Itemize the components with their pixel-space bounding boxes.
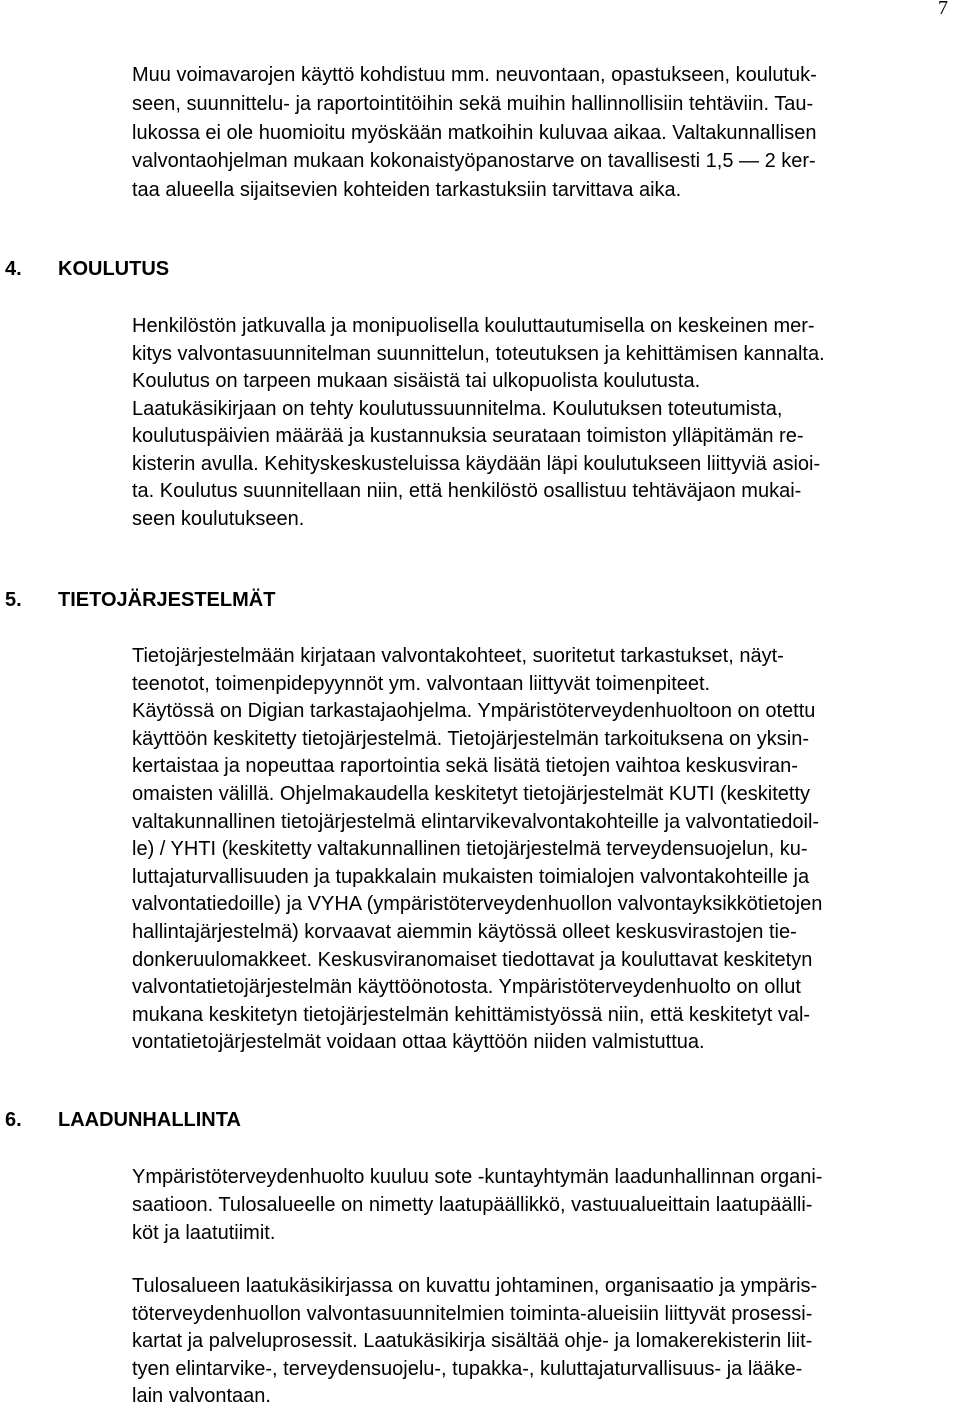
text-line: luttajaturvallisuuden ja tupakkalain mukaisten toimialojen valvontakohteille ja [132, 865, 810, 888]
section-5-title: TIETOJÄRJESTELMÄT [58, 589, 276, 611]
section-5-number: 5. [5, 589, 22, 611]
text-line: Koulutus on tarpeen mukaan sisäistä tai ulkopuolista koulutusta. [132, 370, 701, 392]
text-line: mukana keskitetyn tietojärjestelmän kehittämistyössä niin, että keskitetyt val- [132, 1003, 811, 1026]
text-line: saatioon. Tulosalueelle on nimetty laatupäällikkö, vastuualueittain laatupäälli- [132, 1194, 813, 1216]
text-line: kitys valvontasuunnitelman suunnittelun, toteutuksen ja kehittämisen kannalta. [132, 342, 825, 365]
text-line: seen, suunnittelu- ja raportointitöihin sekä muihin hallinnollisiin tehtäviin. Tau- [132, 92, 814, 115]
text-line: vontatietojärjestelmät voidaan ottaa käyttöön niiden valmistuttua. [132, 1031, 705, 1054]
text-line: ta. Koulutus suunnitellaan niin, että henkilöstö osallistuu tehtäväjaon mukai- [132, 480, 802, 502]
text-line: Laatukäsikirjaan on tehty koulutussuunnitelma. Koulutuksen toteutumista, [132, 397, 783, 420]
text-line: kisterin avulla. Kehityskeskusteluissa käydään läpi koulutukseen liittyviä asioi- [132, 452, 821, 475]
text-line: valvontaohjelman mukaan kokonaistyöpanostarve on tavallisesti 1,5 ― 2 ker- [132, 150, 816, 173]
section-4-number: 4. [5, 258, 22, 280]
text-line: lain valvontaan. [132, 1385, 271, 1407]
text-line: käyttöön keskitetty tietojärjestelmä. Tietojärjestelmän tarkoituksena on yksin- [132, 727, 809, 750]
section-4-title: KOULUTUS [58, 258, 170, 280]
text-line: valvontatiedoille) ja VYHA (ympäristöterveydenhuollon valvontayksikkötietojen [132, 893, 823, 916]
section-6-paragraph-1 [132, 1163, 960, 1247]
text-line: hallintajärjestelmä) korvaavat aiemmin käytössä olleet keskusvirastojen tie- [132, 920, 797, 943]
text-line: tyen elintarvike-, terveydensuojelu-, tupakka-, kuluttajaturvallisuus- ja lääke- [132, 1357, 803, 1380]
text-line: kertaistaa ja nopeuttaa raportointia sekä lisätä tietojen vaihtoa keskusviran- [132, 755, 798, 778]
intro-paragraph [132, 61, 960, 205]
section-5-paragraph [132, 643, 960, 1057]
text-line: valvontatietojärjestelmän käyttöönotosta. Ympäristöterveydenhuolto on ollut [132, 976, 801, 999]
text-line: Käytössä on Digian tarkastajaohjelma. Ympäristöterveydenhuoltoon on otettu [132, 700, 816, 723]
text-line: Muu voimavarojen käyttö kohdistuu mm. neuvontaan, opastukseen, koulutuk- [132, 64, 817, 86]
text-line: Tietojärjestelmään kirjataan valvontakohteet, suoritetut tarkastukset, näyt- [132, 645, 784, 667]
text-line: le) / YHTI (keskitetty valtakunnallinen tietojärjestelmä terveydensuojelun, ku- [132, 838, 808, 861]
section-6-title: LAADUNHALLINTA [58, 1109, 241, 1131]
section-4-heading [5, 256, 169, 282]
text-line: taa alueella sijaitsevien kohteiden tarkastuksiin tarvittava aika. [132, 179, 682, 202]
section-6-heading [5, 1107, 241, 1133]
text-line: köt ja laatutiimit. [132, 1222, 276, 1244]
text-line: Tulosalueen laatukäsikirjassa on kuvattu johtaminen, organisaatio ja ympäris- [132, 1275, 818, 1297]
text-line: omaisten välillä. Ohjelmakaudella keskitetyt tietojärjestelmät KUTI (keskitetty [132, 782, 811, 805]
text-line: donkeruulomakkeet. Keskusviranomaiset tiedottavat ja kouluttavat keskitetyn [132, 948, 813, 971]
text-line: seen koulutukseen. [132, 507, 305, 530]
section-5-heading [5, 587, 275, 613]
text-line: koulutuspäivien määrää ja kustannuksia seurataan toimiston ylläpitämän re- [132, 425, 804, 447]
text-line: teenotot, toimenpidepyynnöt ym. valvontaan liittyvät toimenpiteet. [132, 672, 711, 695]
text-line: Henkilöstön jatkuvalla ja monipuolisella kouluttautumisella on keskeinen mer- [132, 315, 815, 337]
section-4-paragraph [132, 313, 960, 533]
text-line: töterveydenhuollon valvontasuunnitelmien toiminta-alueisiin liittyvät prosessi- [132, 1302, 813, 1325]
text-line: Ympäristöterveydenhuolto kuuluu sote -kuntayhtymän laadunhallinnan organi- [132, 1166, 823, 1188]
text-line: kartat ja palveluprosessit. Laatukäsikirja sisältää ohje- ja lomakerekisterin liit- [132, 1330, 813, 1352]
text-line: lukossa ei ole huomioitu myöskään matkoihin kuluvaa aikaa. Valtakunnallisen [132, 121, 817, 144]
text-line: valtakunnallinen tietojärjestelmä elintarvikevalvontakohteille ja valvontatiedoil- [132, 810, 820, 833]
section-6-number: 6. [5, 1109, 22, 1131]
section-6-paragraph-2 [132, 1273, 960, 1411]
page-number: 7 [938, 0, 948, 19]
